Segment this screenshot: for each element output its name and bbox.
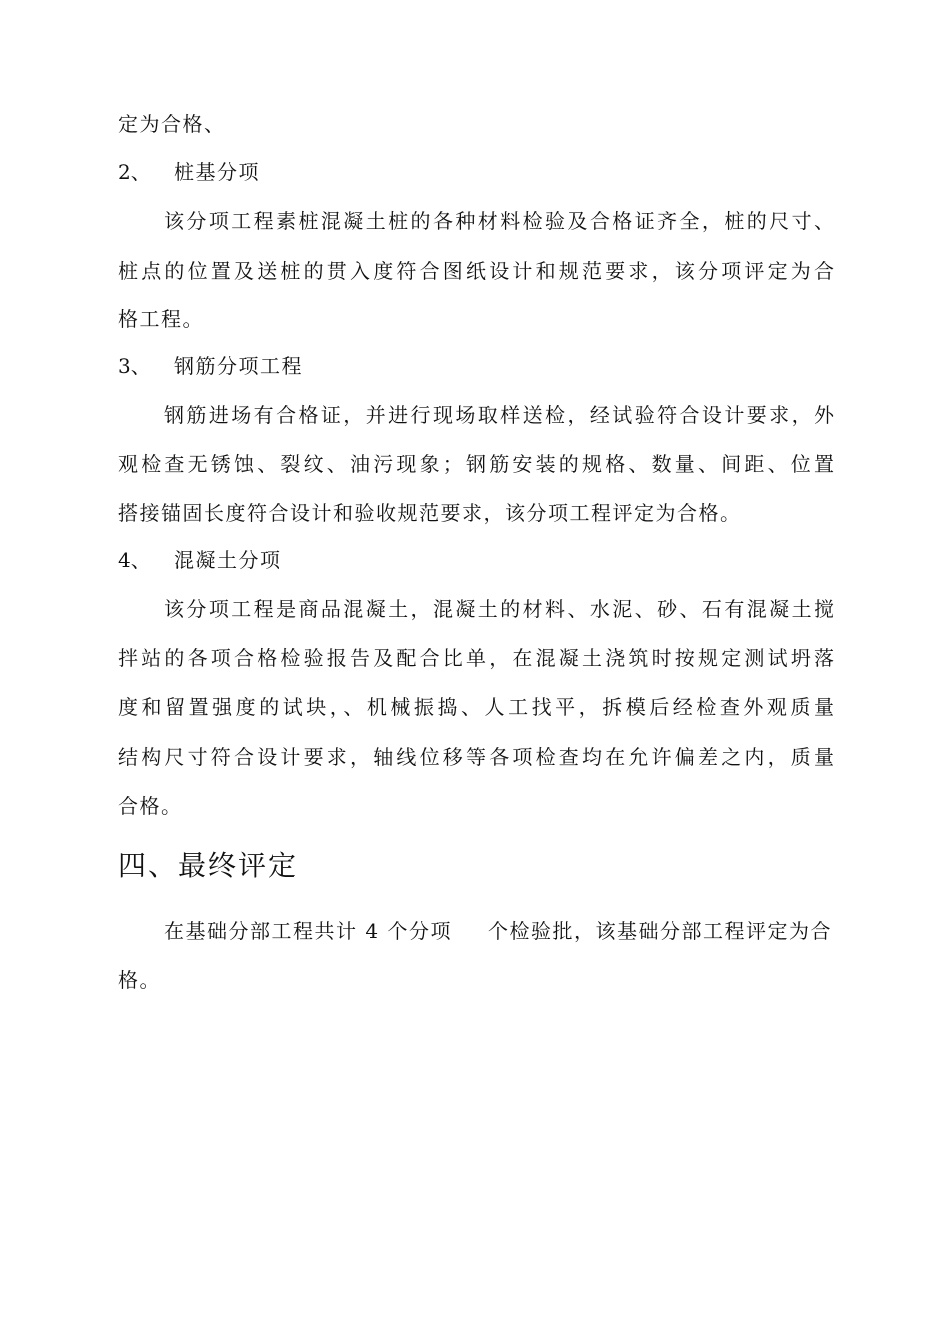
final-line-2: 格。 xyxy=(118,968,161,992)
section-3-line-1: 钢筋进场有合格证，并进行现场取样送检，经试验符合设计要求，外 xyxy=(164,403,834,427)
section-4-line-1: 该分项工程是商品混凝土，混凝土的材料、水泥、砂、石有混凝土搅 xyxy=(164,597,834,621)
section-2-line-1: 该分项工程素桩混凝土桩的各种材料检验及合格证齐全，桩的尺寸、 xyxy=(164,209,834,233)
section-2-line-3: 格工程。 xyxy=(118,307,204,331)
section-3-title: 钢筋分项工程 xyxy=(174,354,303,378)
final-line-1 xyxy=(164,917,834,945)
section-2-line-2: 桩点的位置及送桩的贯入度符合图纸设计和规范要求，该分项评定为合 xyxy=(118,259,834,283)
section-3-line-3: 搭接锚固长度符合设计和验收规范要求，该分项工程评定为合格。 xyxy=(118,501,742,525)
section-4-line-2: 拌站的各项合格检验报告及配合比单，在混凝土浇筑时按规定测试坍落 xyxy=(118,646,834,670)
final-line-1-part-1: 在基础分部工程共计 4 个分项 xyxy=(164,919,452,943)
section-4-line-3: 度和留置强度的试块，、机械振捣、人工找平，拆模后经检查外观质量 xyxy=(118,695,834,719)
intro-tail-text: 定为合格、 xyxy=(118,112,226,136)
final-line-1-part-2: 个检验批，该基础分部工程评定为合 xyxy=(487,919,832,943)
section-4-title: 混凝土分项 xyxy=(174,548,282,572)
section-4-line-5: 合格。 xyxy=(118,794,183,818)
section-3-number: 3、 xyxy=(118,354,151,378)
section-4-number: 4、 xyxy=(118,548,151,572)
section-4-line-4: 结构尺寸符合设计要求，轴线位移等各项检查均在允许偏差之内，质量 xyxy=(118,745,834,769)
section-2-number: 2、 xyxy=(118,160,151,184)
section-2-title: 桩基分项 xyxy=(174,160,260,184)
final-heading: 四、最终评定 xyxy=(118,849,299,882)
section-3-line-2: 观检查无锈蚀、裂纹、油污现象；钢筋安装的规格、数量、间距、位置 xyxy=(118,452,834,476)
